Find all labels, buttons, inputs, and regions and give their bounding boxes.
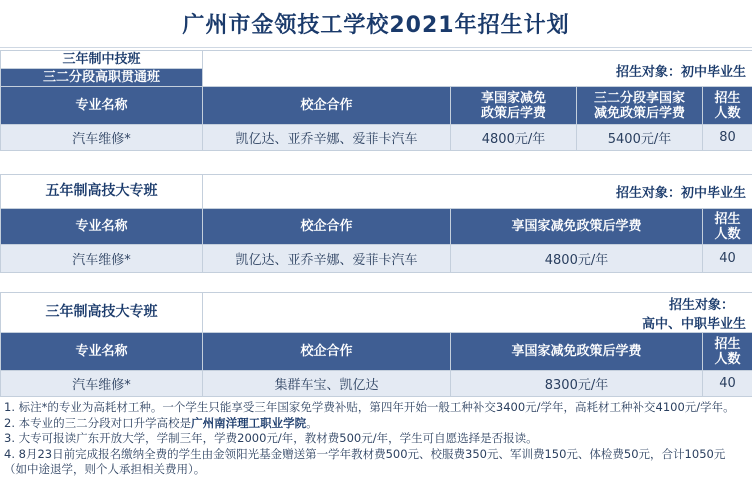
section1-label-line1: 三年制中技班 — [1, 51, 203, 69]
section1-header-fee32 — [577, 87, 703, 125]
section3-row-fee: 8300元/年 — [451, 371, 703, 397]
section1-header-count-line2: 人数 — [714, 105, 741, 121]
section2-data-row — [1, 245, 752, 273]
section1-row-count: 80 — [703, 125, 752, 151]
section2-label: 五年制高技大专班 — [1, 175, 203, 209]
section2-header-count-line2: 人数 — [714, 226, 741, 242]
note-4: 4. 8月23日前完成报名缴纳全费的学生由金领阳光基金赠送第一学年教材费500元、校服费350元、军训费150元、体检费50元，合计1050元（如中途退学，则个人承担相关费用）。 — [4, 446, 726, 477]
section2-table — [0, 174, 752, 273]
section3-row-partner: 集群车宝、凯亿达 — [203, 371, 451, 397]
title-bar — [0, 0, 752, 48]
section1-row-fee: 4800元/年 — [451, 125, 577, 151]
section3-data-row — [1, 371, 752, 397]
section1-header-row — [1, 87, 752, 125]
section1-header-fee-line1: 享国家减免 — [480, 90, 546, 106]
section1-row-major: 汽车维修* — [1, 125, 203, 151]
notes-block — [0, 396, 752, 504]
note-2 — [4, 416, 748, 432]
section3-target-cell — [203, 293, 752, 333]
section2-row-partner: 凯亿达、亚乔辛娜、爱菲卡汽车 — [203, 245, 451, 273]
section1-header-fee-line2: 政策后学费 — [480, 105, 546, 121]
section2-header-row — [1, 209, 752, 245]
section1-header-partner: 校企合作 — [203, 87, 451, 125]
page-title: 广州市金领技工学校2021年招生计划 — [182, 13, 570, 38]
note-2-suffix: 。 — [306, 415, 318, 430]
note-1: 1. 标注*的专业为高耗材工种。一个学生只能享受三年国家免学费补贴，第四年开始一般工种补交3400元/学年，高耗材工种补交4100元/学年。 — [4, 400, 735, 414]
section3-row-count: 40 — [703, 371, 752, 397]
section2-row-fee: 4800元/年 — [451, 245, 703, 273]
section3-target-line2: 高中、中职毕业生 — [642, 316, 747, 332]
section3-row-major: 汽车维修* — [1, 371, 203, 397]
section3-header-row — [1, 333, 752, 371]
section1-header-count-line1: 招生 — [714, 90, 741, 106]
section1-target: 招生对象：初中毕业生 — [616, 65, 747, 80]
section1-header-fee32-line1: 三二分段享国家 — [593, 90, 685, 106]
note-3: 3. 大专可报读广东开放大学，学制三年，学费2000元/年，教材费500元/年，学生可自愿选择是否报读。 — [4, 431, 538, 446]
section2-header-major: 专业名称 — [1, 209, 203, 245]
section3-table — [0, 292, 752, 397]
section1-header-count — [703, 87, 752, 125]
section3-header-count — [703, 333, 752, 371]
section3-header-count-line2: 人数 — [714, 351, 741, 367]
section1-row-fee32: 5400元/年 — [577, 125, 703, 151]
section3-header-fee: 享国家减免政策后学费 — [451, 333, 703, 371]
section1-header-fee32-line2: 减免政策后学费 — [593, 105, 685, 121]
note-2-school: 广州南洋理工职业学院 — [191, 415, 307, 430]
section2-row-count: 40 — [703, 245, 752, 273]
section1-header-major: 专业名称 — [1, 87, 203, 125]
section1-row-partner: 凯亿达、亚乔辛娜、爱菲卡汽车 — [203, 125, 451, 151]
section2-target: 招生对象：初中毕业生 — [615, 186, 746, 201]
section2-header-partner: 校企合作 — [203, 209, 451, 245]
section3-target-line1: 招生对象： — [669, 297, 735, 313]
section1-table — [0, 50, 752, 151]
section1-data-row — [1, 125, 752, 151]
section1-label-line2: 三二分段高职贯通班 — [1, 69, 203, 87]
section2-header-count — [703, 209, 752, 245]
section3-label: 三年制高技大专班 — [1, 293, 203, 333]
section1-target-cell — [203, 51, 752, 87]
section3-header-partner: 校企合作 — [203, 333, 451, 371]
section2-row-major: 汽车维修* — [1, 245, 203, 273]
section1-header-fee — [451, 87, 577, 125]
section2-header-count-line1: 招生 — [714, 211, 741, 227]
section3-header-count-line1: 招生 — [714, 336, 741, 352]
note-2-prefix: 2. 本专业的三二分段对口升学高校是 — [4, 415, 192, 430]
section2-header-fee: 享国家减免政策后学费 — [451, 209, 703, 245]
section2-target-cell — [203, 175, 752, 209]
section3-header-major: 专业名称 — [1, 333, 203, 371]
